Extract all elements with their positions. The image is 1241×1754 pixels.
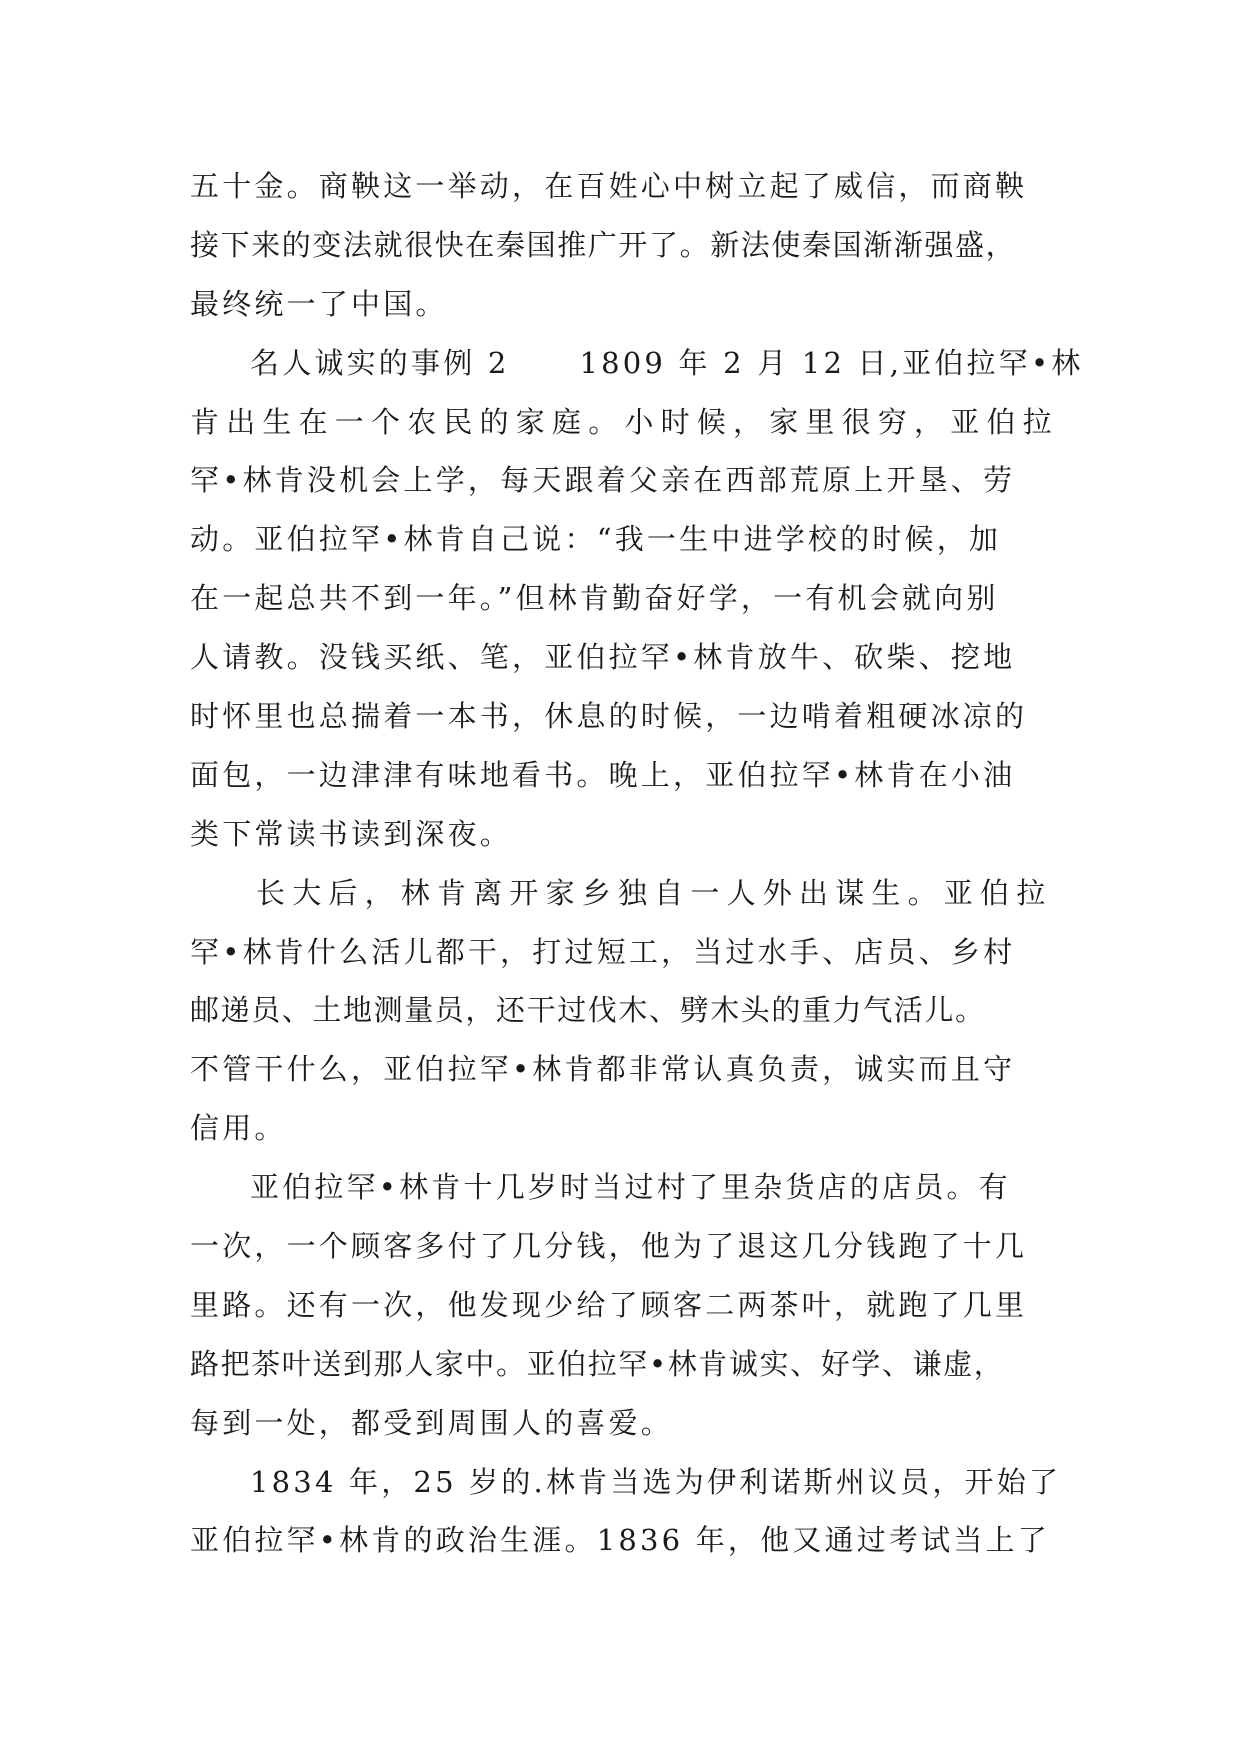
text-line: 里路。还有一次，他发现少给了顾客二两茶叶，就跑了几里 <box>190 1287 1028 1322</box>
section-heading: 名人诚实的事例 2 <box>250 345 510 380</box>
text-line: 路把茶叶送到那人家中。亚伯拉罕•林肯诚实、好学、谦虚， <box>190 1346 1005 1381</box>
text-line: 邮递员、土地测量员，还干过伐木、劈木头的重力气活儿。 <box>190 993 986 1028</box>
text-line: 信用。 <box>190 1111 287 1146</box>
text-line: 人请教。没钱买纸、笔，亚伯拉罕•林肯放牛、砍柴、挖地 <box>190 640 1016 675</box>
text-line-inline: 1809 年 2 月 12 日,亚伯拉罕•林 <box>579 345 1084 380</box>
text-line: 接下来的变法就很快在秦国推广开了。新法使秦国渐渐强盛， <box>190 227 1017 262</box>
text-line: 不管干什么，亚伯拉罕•林肯都非常认真负责，诚实而且守 <box>190 1052 1016 1087</box>
text-line: 在一起总共不到一年。”但林肯勤奋好学，一有机会就向别 <box>190 581 999 616</box>
text-line: 1834 年，25 岁的.林肯当选为伊利诺斯州议员，开始了 <box>250 1464 1062 1499</box>
text-line: 五十金。商鞅这一举动，在百姓心中树立起了威信，而商鞅 <box>190 169 1028 203</box>
text-line: 罕•林肯什么活儿都干，打过短工，当过水手、店员、乡村 <box>190 934 1016 969</box>
text-line: 动。亚伯拉罕•林肯自己说：“我一生中进学校的时候，加 <box>190 522 1002 557</box>
text-line: 亚伯拉罕•林肯十几岁时当过村了里杂货店的店员。有 <box>250 1170 1011 1205</box>
text-line: 长大后，林肯离开家乡独自一人外出谋生。亚伯拉 <box>256 875 1053 910</box>
text-line: 一次，一个顾客多付了几分钱，他为了退这几分钱跑了十几 <box>190 1229 1028 1264</box>
text-line: 面包，一边津津有味地看书。晚上，亚伯拉罕•林肯在小油 <box>190 757 1016 792</box>
text-line: 肯出生在一个农民的家庭。小时候，家里很穷，亚伯拉 <box>190 404 1059 439</box>
text-line: 亚伯拉罕•林肯的政治生涯。1836 年，他又通过考试当上了 <box>190 1523 1050 1558</box>
text-line: 最终统一了中国。 <box>190 286 448 321</box>
text-line: 每到一处，都受到周围人的喜爱。 <box>190 1405 674 1440</box>
text-line: 时怀里也总揣着一本书，休息的时候，一边啃着粗硬冰凉的 <box>190 699 1028 734</box>
text-line: 罕•林肯没机会上学，每天跟着父亲在西部荒原上开垦、劳 <box>190 463 1016 498</box>
document-body <box>190 157 1090 1570</box>
text-line: 类下常读书读到深夜。 <box>190 816 513 851</box>
section-heading-line <box>190 334 1090 393</box>
